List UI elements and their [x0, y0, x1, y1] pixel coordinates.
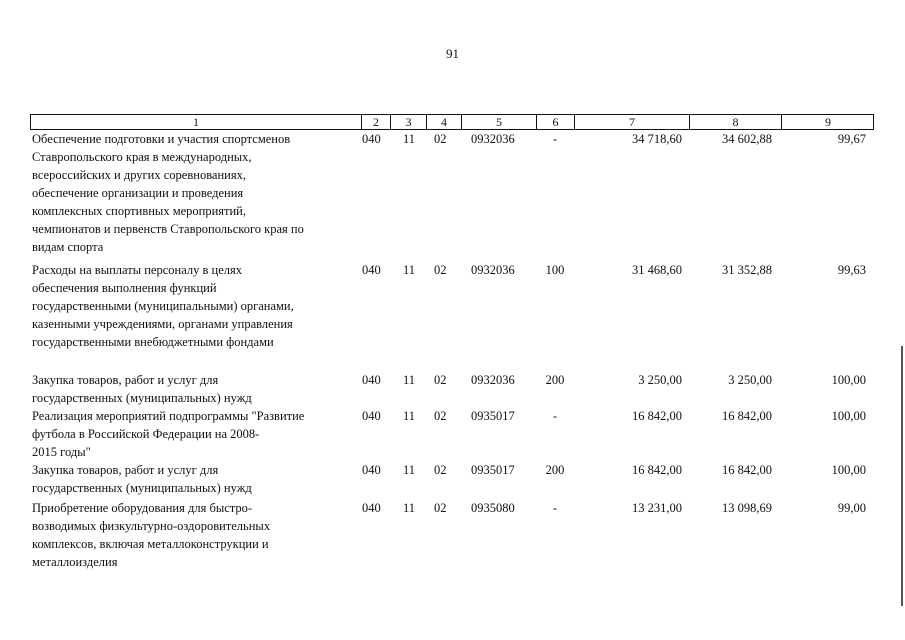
- cell-col-4: 02: [434, 132, 447, 146]
- header-col-4: 4: [426, 115, 461, 129]
- cell-col-7: 16 842,00: [632, 409, 682, 423]
- cell-col-4: 02: [434, 373, 447, 387]
- table-header: [30, 114, 874, 130]
- desc-line: 2015 годы": [32, 445, 91, 459]
- cell-col-9: 100,00: [831, 409, 866, 423]
- row-description: [32, 261, 357, 351]
- cell-col-3: 11: [403, 132, 416, 146]
- cell-col-7: 34 718,60: [632, 132, 682, 146]
- cell-col-5: 0935017: [471, 409, 515, 423]
- desc-line: видам спорта: [32, 240, 104, 254]
- desc-line: государственными (муниципальными) органами,: [32, 299, 294, 313]
- desc-line: чемпионатов и первенств Ставропольского края по: [32, 222, 304, 236]
- cell-col-6: 200: [545, 463, 565, 477]
- desc-line: комплексов, включая металлоконструкции и: [32, 537, 269, 551]
- desc-line: Реализация мероприятий подпрограммы "Развитие: [32, 409, 305, 423]
- desc-line: государственных (муниципальных) нужд: [32, 481, 252, 495]
- cell-col-9: 99,00: [837, 501, 866, 515]
- header-col-9: 9: [781, 115, 874, 129]
- desc-line: государственными внебюджетными фондами: [32, 335, 274, 349]
- desc-line: казенными учреждениями, органами управления: [32, 317, 293, 331]
- cell-col-6: 100: [545, 263, 565, 277]
- cell-col-8: 34 602,88: [722, 132, 772, 146]
- row-description: [32, 499, 357, 571]
- desc-line: Приобретение оборудования для быстро-: [32, 501, 253, 515]
- cell-col-3: 11: [403, 501, 416, 515]
- cell-col-3: 11: [403, 463, 416, 477]
- desc-line: государственных (муниципальных) нужд: [32, 391, 252, 405]
- cell-col-8: 16 842,00: [722, 409, 772, 423]
- cell-col-2: 040: [362, 501, 381, 515]
- cell-col-9: 99,63: [837, 263, 866, 277]
- desc-line: Обеспечение подготовки и участия спортсменов: [32, 132, 291, 146]
- header-col-3: 3: [390, 115, 426, 129]
- cell-col-4: 02: [434, 501, 447, 515]
- cell-col-4: 02: [434, 263, 447, 277]
- cell-col-2: 040: [362, 373, 381, 387]
- cell-col-2: 040: [362, 463, 381, 477]
- desc-line: Ставропольского края в международных,: [32, 150, 252, 164]
- desc-line: возводимых физкультурно-оздоровительных: [32, 519, 271, 533]
- cell-col-3: 11: [403, 263, 416, 277]
- desc-line: футбола в Российской Федерации на 2008-: [32, 427, 260, 441]
- header-col-7: 7: [574, 115, 689, 129]
- cell-col-5: 0935080: [471, 501, 515, 515]
- cell-col-4: 02: [434, 409, 447, 423]
- desc-line: Закупка товаров, работ и услуг для: [32, 373, 219, 387]
- cell-col-3: 11: [403, 373, 416, 387]
- cell-col-5: 0932036: [471, 263, 515, 277]
- page-number: 91: [446, 46, 459, 61]
- header-col-8: 8: [689, 115, 781, 129]
- header-col-1: 1: [193, 115, 199, 129]
- desc-line: обеспечение организации и проведения: [32, 186, 244, 200]
- row-description: [32, 371, 357, 407]
- cell-col-7: 3 250,00: [638, 373, 682, 387]
- cell-col-2: 040: [362, 263, 381, 277]
- cell-col-8: 31 352,88: [722, 263, 772, 277]
- desc-line: металлоизделия: [32, 555, 118, 569]
- cell-col-9: 99,67: [837, 132, 866, 146]
- cell-col-7: 31 468,60: [632, 263, 682, 277]
- desc-line: обеспечения выполнения функций: [32, 281, 217, 295]
- row-description: [32, 407, 357, 461]
- header-col-2: 2: [361, 115, 390, 129]
- cell-col-5: 0932036: [471, 373, 515, 387]
- cell-col-6: -: [552, 132, 558, 146]
- cell-col-5: 0932036: [471, 132, 515, 146]
- desc-line: Закупка товаров, работ и услуг для: [32, 463, 219, 477]
- header-col-6: 6: [536, 115, 574, 129]
- row-description: [32, 130, 357, 256]
- cell-col-3: 11: [403, 409, 416, 423]
- cell-col-9: 100,00: [831, 373, 866, 387]
- cell-col-5: 0935017: [471, 463, 515, 477]
- cell-col-8: 13 098,69: [722, 501, 772, 515]
- desc-line: всероссийских и других соревнованиях,: [32, 168, 246, 182]
- cell-col-7: 13 231,00: [632, 501, 682, 515]
- cell-col-6: -: [552, 501, 558, 515]
- header-col-5: 5: [461, 115, 536, 129]
- cell-col-8: 16 842,00: [722, 463, 772, 477]
- desc-line: Расходы на выплаты персоналу в целях: [32, 263, 242, 277]
- cell-col-8: 3 250,00: [728, 373, 772, 387]
- cell-col-4: 02: [434, 463, 447, 477]
- cell-col-2: 040: [362, 409, 381, 423]
- cell-col-6: -: [552, 409, 558, 423]
- cell-col-9: 100,00: [831, 463, 866, 477]
- cell-col-2: 040: [362, 132, 381, 146]
- scan-edge-line: [901, 346, 903, 606]
- row-description: [32, 461, 357, 497]
- desc-line: комплексных спортивных мероприятий,: [32, 204, 247, 218]
- cell-col-7: 16 842,00: [632, 463, 682, 477]
- cell-col-6: 200: [545, 373, 565, 387]
